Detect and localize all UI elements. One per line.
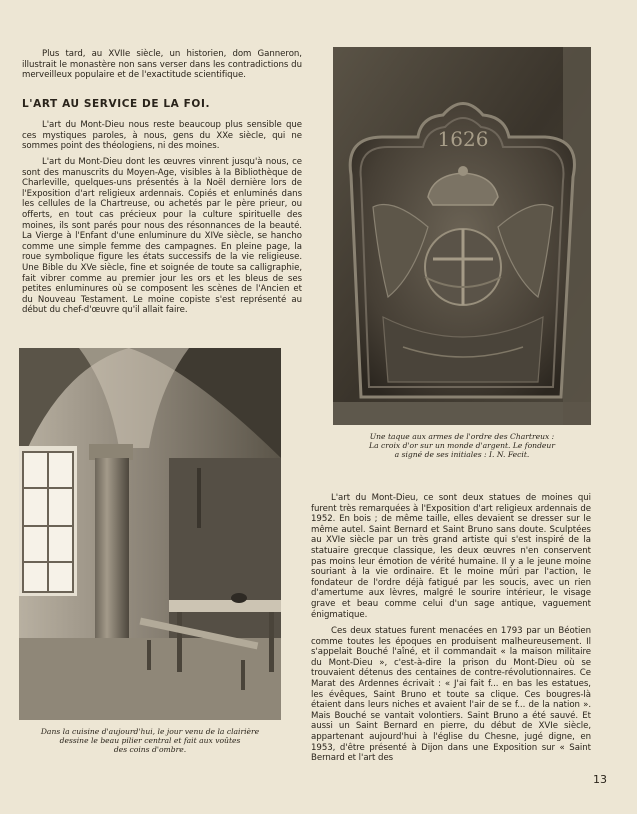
fireback-photo bbox=[333, 47, 591, 425]
caption-line: Dans la cuisine d'aujourd'hui, le jour venu de la clairière bbox=[40, 727, 260, 736]
intro-paragraph: Plus tard, au XVIIe siècle, un historien, dom Ganneron, illustrait le monastère non sans verser dans les contradictions du merveilleux populaire et de l'exactitude scientifique. bbox=[22, 49, 302, 81]
caption-line: dessine le beau pilier central et fait aux voûtes bbox=[59, 736, 241, 746]
paragraph-1: L'art du Mont-Dieu nous reste beaucoup plus sensible que ces mystiques paroles, à nous, gens du XXe siècle, qui ne sommes point des théologiens, ni des moines. bbox=[22, 120, 302, 152]
fireback-date: 1626 bbox=[437, 127, 489, 151]
fireback-caption bbox=[333, 432, 591, 460]
paragraph-2: L'art du Mont-Dieu dont les œuvres vinrent jusqu'à nous, ce sont des manuscrits du Moyen-Age, visibles à la Bibliothèque de Charleville, quelques-uns présentés à la Noël dernière lors de l'Exposition d'art religieux ardennais. Copiés et enluminés dans les cellules de la Chartreuse, ou achetés par le père prieur, ou offerts, en tout cas précieux pour la culture spirituelle des moines, ils sont parés pour nous des résonnances de la beauté. La Vierge à l'Enfant d'une enluminure du XIVe siècle, se hancho comme une simple femme des campagnes. En pleine page, la roue symbolique figure les états successifs de la vie religieuse. Une Bible du XVe siècle, fine et soignée de toute sa calligraphie, fait vibrer comme au premier jour les ors et les bleus de ses petites enluminures où se composent les scènes de l'Ancien et du Nouveau Testament. Le moine copiste s'est représenté au début du chef-d'œuvre qu'il allait faire. bbox=[22, 157, 302, 316]
paragraph-4: Ces deux statues furent menacées en 1793 par un Béotien comme toutes les époques en produisent malheureusement. Il s'appelait Bouché l'aîné, et il commandait « la maison militaire du Mont-Dieu », c'est-à-dire la prison du Mont-Dieu où se trouvaient détenus des centaines de contre-révolutionnaires. Ce Marat des Ardennes écrivait : « J'ai fait f... en bas les estatues, les évêques, Saint Bruno et toute sa clique. Ces bougres-là étaient dans leurs niches et avaient l'air de se f... de la nation ». Mais Bouché se vantait volontiers. Saint Bruno a été sauvé. Et aussi un Saint Bernard en pierre, du début de XVIe siècle, appartenant aujourd'hui à l'église du Chesne, jugé digne, en 1953, d'être présenté à Dijon dans une Exposition sur « Saint Bernard et l'art des bbox=[311, 626, 591, 764]
caption-line: Une taque aux armes de l'ordre des Chartreux : bbox=[369, 432, 555, 441]
caption-line: a signé de ses initiales : I. N. Fecit. bbox=[394, 450, 530, 460]
caption-line: La croix d'or sur un monde d'argent. Le fondeur bbox=[369, 441, 555, 451]
section-heading: L'ART AU SERVICE DE LA FOI. bbox=[22, 98, 211, 110]
kitchen-caption bbox=[19, 727, 281, 755]
kitchen-photo bbox=[19, 348, 281, 720]
paragraph-3: L'art du Mont-Dieu, ce sont deux statues de moines qui furent très remarquées à l'Exposition d'art religieux ardennais de 1952. En bois ; de même taille, elles devaient se dresser sur le même autel. Saint Bernard et Saint Bruno sans doute. Sculptées au XVIe siècle par un très grand artiste qui s'est inspiré de la statuaire grecque classique, les deux œuvres n'en conservent pas moins leur émotion de vérité humaine. Il y a le jeune moine souriant à la vie ordinaire. Et le moine mûri par l'action, le fondateur de l'ordre déjà fatigué par les soucis, avec un rien d'amertume aux lèvres, malgré le sourire intérieur, le visage grave et beau comme celui d'un sage antique, vaguement énigmatique. bbox=[311, 493, 591, 620]
caption-line: des coins d'ombre. bbox=[113, 745, 187, 755]
page-number: 13 bbox=[593, 773, 607, 786]
